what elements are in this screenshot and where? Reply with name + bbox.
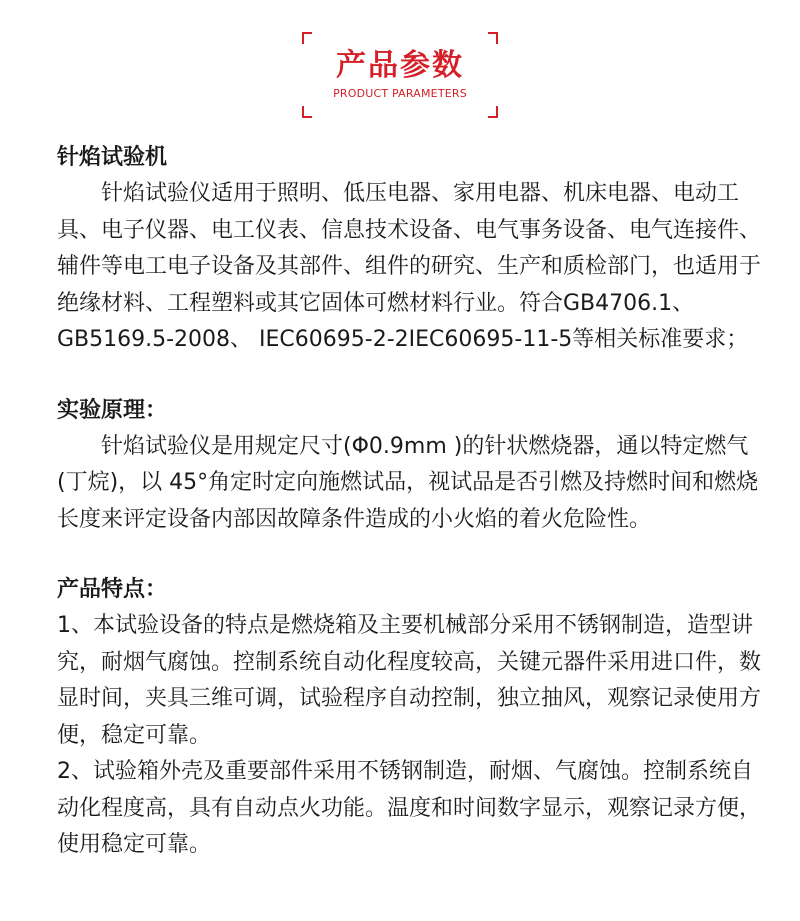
section-spacer: [57, 538, 769, 572]
frame-corner: [488, 106, 498, 118]
principle-heading: 实验原理：: [57, 397, 168, 423]
features-heading: 产品特点：: [57, 577, 168, 602]
product-heading: 针焰试验机: [57, 145, 168, 170]
main-content: [57, 140, 769, 864]
frame-corner: [488, 32, 498, 44]
feature-item-2: 2、试验箱外壳及重要部件采用不锈钢制造，耐烟、气腐蚀。控制系统自动化程度高，具有自动点火功能。温度和时间数字显示，观察记录方便，使用稳定可靠。: [57, 759, 762, 857]
frame-corner: [302, 32, 312, 44]
frame-corner: [302, 106, 312, 118]
feature-item-1: 1、本试验设备的特点是燃烧箱及主要机械部分采用不锈钢制造，造型讲究，耐烟气腐蚀。控制系统自动化程度较高，关键元器件采用进口件，数显时间，夹具三维可调，试验程序自动控制，独立抽风，观察记录使用方便，稳定可靠。: [57, 613, 762, 748]
header-title: 产品参数: [336, 48, 464, 83]
principle-description: 针焰试验仪是用规定尺寸(Φ0.9mm )的针状燃烧器，通以特定燃气(丁烷)，以 45°角定时定向施燃试品，视试品是否引燃及持燃时间和燃烧长度来评定设备内部因故障条件造成的小火焰的着火危险性。: [57, 433, 759, 532]
product-description: 针焰试验仪适用于照明、低压电器、家用电器、机床电器、电动工具、电子仪器、电工仪表、信息技术设备、电气事务设备、电气连接件、辅件等电工电子设备及其部件、组件的研究、生产和质检部门，也适用于绝缘材料、工程塑料或其它固体可燃材料行业。符合GB4706.1、GB5169.5-2008、 IEC60695-2-2IEC60695-11-5等相关标准要求；: [57, 181, 762, 352]
section-spacer: [57, 359, 769, 393]
section-header: [302, 32, 498, 118]
header-subtitle: PRODUCT PARAMETERS: [333, 87, 467, 100]
